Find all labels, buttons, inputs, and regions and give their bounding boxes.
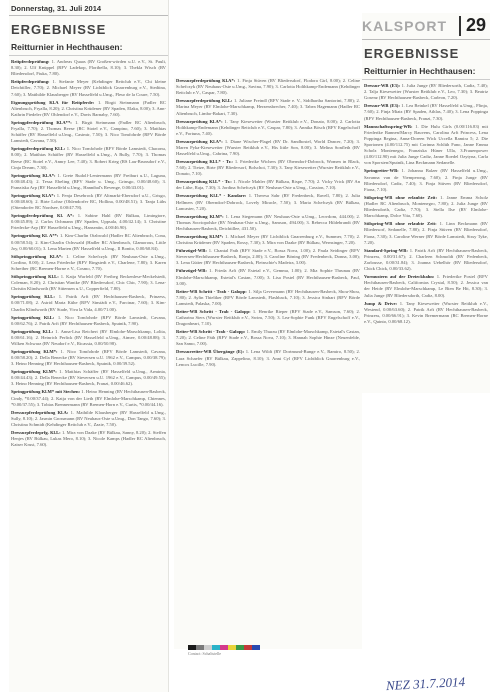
result-entry bbox=[174, 234, 362, 248]
result-category: Springreiter-WB: bbox=[364, 168, 399, 174]
result-entry bbox=[9, 233, 168, 253]
result-text: 1. Nico Tomfohrde (RFV Börde Lamstedt, Cavana, 0.00/58.20); 2. Della Benecke (RV Sieversen u.U. 1962 e.V., Campus, 0.00/38.79); 3. Heino Henning (RV Hechthausen-Basbeck, Sputnik, 0.00/39.52). bbox=[11, 348, 166, 367]
result-category: Springprüfung Kl.A*: bbox=[11, 192, 56, 198]
result-entry bbox=[9, 254, 168, 274]
column-middle-body bbox=[174, 78, 362, 370]
color-swatch bbox=[212, 645, 220, 650]
result-category: Vormustern auf der Dreieckbahn: bbox=[364, 274, 435, 280]
result-entry bbox=[174, 349, 362, 369]
result-entry bbox=[9, 430, 168, 450]
result-category: Dressurpferdeprüfung Kl.A*: bbox=[176, 78, 236, 83]
section-title: ERGEBNISSE bbox=[11, 22, 107, 37]
result-entry bbox=[9, 410, 168, 430]
result-text: 1. Grete Rudolf-Lentermann (RV Freiburt u.U., Laguna, 0.00/48.43); 2. Tessa Ebeling (RFV Stade u. Umg., Grinsgo, 0.00/48.60); 3. Franziska Arp (RV Hasselfeld u.Umg., Hannibal's Revenge, 0.00/43.01). bbox=[11, 172, 167, 190]
result-entry bbox=[9, 349, 168, 369]
result-category: Dressurpferdeprfg. Kl.L: bbox=[11, 429, 61, 435]
result-entry bbox=[174, 159, 362, 179]
result-category: Springprüfung Kl.L: bbox=[11, 314, 55, 320]
result-text: 1. Matthias Schäffer (RV Hasselfeld u.Umg., Arminia, 0.00/44.43); 2. Della Benecke (RV Sieversen u.U. 1962 e.V., Campus, 0.00/49.55); 3. Heino Henning (RV Hechthausen-Basbeck, Franzi, 0.00/46.62). bbox=[11, 369, 166, 387]
result-category: Dressurpferdeprüfung Kl.L: bbox=[176, 98, 233, 104]
result-text: 1. Michael Meyer (RV Lichtblick Gnarrenburg e.V., Summer, 7.70); 2. Christina Krüdener (RV Spaden, Rossy, 7.30); 3. Mira von Daake (RV Bülkau, Wernsinger, 7.20). bbox=[176, 233, 361, 246]
result-category: Springprüfung Kl. A**: bbox=[11, 233, 59, 239]
result-text: 1. Katja Warfeld (RV Freibeg Beckenlese-Meckelstedt, Coleman, 8.20); 2. Christian Wantke (RV Bliedersdorf, Chic Chic, 7.90); 3. Lena-Christin Klindworth (RV Sittensen u.U., Copperfield, 7.80). bbox=[11, 273, 166, 292]
result-category: Reiter-WB Schritt - Trab - Galopp: bbox=[176, 329, 246, 335]
result-category: Dressurprüfung Kl.L* - Tr.: bbox=[176, 179, 232, 185]
result-text: 1. Lea Beinkel (RV Hasselfeld u.Umg., Flinja, 7.60); 2. Finja Miatz (RV Spaden, Athlas, 7.40); 3. Lena Poppinga (RFV Hechthausen-Basbeck, Franzi, 7.30). bbox=[364, 103, 488, 121]
result-text: 1. Janne Emma Scholz (Hadler RC Altenbruch, Montenegro, 7.80); 2. Julia Junge (RV Bliedersdorth, Cadiz, 7.70); 3. Stella Ilse (RV Elmlohe-Marschkamp, Dolce Vita, 7.60). bbox=[364, 194, 488, 219]
color-calibration-strip bbox=[188, 645, 260, 650]
result-category: Jump & Drive: bbox=[364, 300, 398, 306]
result-entry bbox=[9, 389, 168, 409]
result-entry bbox=[174, 119, 362, 139]
result-entry bbox=[9, 329, 168, 349]
result-category: Stilspring-WB ohne erlaubte Zeit: bbox=[364, 194, 437, 200]
result-entry bbox=[9, 120, 168, 146]
column-middle bbox=[174, 78, 362, 649]
result-text: 1. Nico Tomfohrde (RFV Börde Lamstedt, Chaconu, 8.00); 2. Matthias Schäffer (RV Hasselfeld u.Umg., A Bully, 7.70); 3. Thomas Reese (RC Stotel e.V., Annry Lee, 7.40); 3. Robert Krieg (RS Lau-Brunsdorf e.V., Cinja Dream, 7.30). bbox=[11, 146, 166, 170]
result-category: Dressur-WB (E3): bbox=[364, 83, 401, 88]
result-category: Springprüfung Kl.A*: bbox=[11, 172, 56, 178]
color-swatch bbox=[220, 645, 228, 650]
section-title-right: ERGEBNISSE bbox=[364, 46, 460, 61]
result-category: Stilspringprüfung Kl.L: bbox=[11, 273, 59, 279]
result-text: 1. Friederike Wichers (RV Oberndorf-Dobrock, Women in Black, 7.60); 2. Tietze, Birte (RV Bliedersorf, Bolschoi, 7.30); 3. Tany Kiesewetter (Wurster Reitklub e.V., Donato, 7.10). bbox=[176, 159, 360, 177]
result-category: Reiter-WB Schritt - Trab - Galopp: bbox=[176, 288, 247, 294]
result-entry bbox=[9, 193, 168, 213]
result-text: 1. Tany Kiesewetter (Wurster Reitklub e.V., Westend, 0.00/63.60); 2. Patrik Arft (RV Hechthausen-Basbeck, Prinzess, 0.00/66.91); 3. Kevin Bremermann (RC Bremen-Horne e.V., Quinto, 0.00/68.12). bbox=[364, 300, 488, 324]
result-entry bbox=[174, 179, 362, 193]
column-left bbox=[9, 0, 169, 692]
result-entry bbox=[9, 315, 168, 329]
result-text: 1. Finja Stüven (RV Bliedersdorf, Flodora Girl, 8.00); 2. Celine Schefczyk (RV Neuhaus-Oste u.Umg., Savina, 7.90); 3. Carlotta Holthkamp-Endemann (Kehdinger Reitclub e.V., Caspar, 7.80). bbox=[176, 78, 360, 96]
result-text: 1. Patrik Arft (RV Hechthausen-Basbeck, Prinzess, 0.00/31.67); 2. Charleen Schmoldt (RV Fedenbeck, Zarlousse, 0.00/31.84); 3. Joanna Uebelhör (RV Bliedersdorf, Chick Chick, 0.00/33.62). bbox=[364, 247, 488, 272]
result-category: Führzügel-WB: bbox=[176, 248, 207, 254]
result-text: 1. Frieda Arft (RV Estetal e.V., Gemma, 1.00); 2. Mia Sophie Thrunau (RV Elmlohe-Marschkamp, Estetal's Castan, 7.00); 3. Lisa Postel (RV Hechthausen-Basbeck, Paul, 3.00). bbox=[176, 268, 360, 286]
result-entry bbox=[174, 139, 362, 159]
result-category: Eignungsprüfung Kl.A für Reitpferde: bbox=[11, 99, 95, 105]
result-entry bbox=[9, 59, 168, 79]
column-left-body bbox=[9, 59, 168, 450]
result-text: 1. Linn Beckmann (RV Bliedersorf, Sedanelle, 7.80); 2. Finja Stüven (RV Bliedersdorf, Fiona, 7.30); 3. Caroline Werner (RV Börde Lamstedt, Sissy Tyke, 7.20). bbox=[364, 221, 488, 245]
result-category: Springpferdeprüfung Kl. A*: bbox=[11, 213, 74, 219]
result-category: Dressurprüfung Kl.L* - Kandare: bbox=[176, 193, 247, 199]
result-text: 1. Mira von Daake (RV Bülkau, Sanny, 8.20); 2. Steffen Henjes (RV Bülkau, Lukas Mero, 8.10); 3. Nicole Kamps (Hadler RC Altenbruch, Kaiser Krust, 7.60). bbox=[11, 429, 166, 448]
result-entry bbox=[362, 83, 490, 103]
result-entry bbox=[174, 309, 362, 329]
result-category: Dressurprüfung Kl.L* - Tr.: bbox=[176, 159, 233, 165]
result-category: Stilspringprüfung Kl.A*: bbox=[11, 253, 63, 259]
result-entry bbox=[362, 221, 490, 247]
result-entry bbox=[9, 146, 168, 172]
result-entry bbox=[174, 214, 362, 234]
result-text: 1. Emily Thurau (RV Elmlohe-Marschkamp, Estetal's Castan, 7.20); 2. Celine Fäth (RFV Stade e.V., Bossa Nova, 7.10); 3. Hannah Sophie Hinze (Neuenfelde, San Samo, 7.00). bbox=[176, 329, 360, 347]
result-entry bbox=[9, 274, 168, 294]
result-category: Dressurprüfung Kl.M*: bbox=[176, 233, 224, 239]
result-category: Mannschaftsspring-WB: bbox=[364, 123, 413, 129]
result-text: 1. Tany Kiesewetter (Wurster Reitklub e.V., Donato, 8.00); 2. Carlotta Holthkamp-Endemann (Kehdinger Reitclub e.V., Caspar, 7.80); 3. Annika Bösch (RFV Engelschoff e.V., Fortuna, 7.40). bbox=[176, 118, 361, 136]
color-swatch bbox=[188, 645, 196, 650]
result-text: 1. Celine Schefczyk (RV Neuhaus-Oste u.Umg., Cordino, 8.00); 2. Lena Friedecke (RFV Ringstedt e.V., Charlene, 7.80); 3. Karen Schreiber (RC Bremen-Horne e.V., Cosmo, 7.70). bbox=[11, 253, 166, 272]
result-category: Springprüfung Kl.M*: bbox=[11, 369, 57, 375]
result-entry bbox=[9, 213, 168, 233]
result-entry bbox=[174, 78, 362, 98]
article-headline: Reitturnier in Hechthausen: bbox=[9, 40, 168, 56]
result-text: 1. Nicole Mahler (RV Bülkau, Rispe, 7.70); 2. Vicky Vrick (RV An der Lühe, Raja, 7.30); 3. Jordina Schefczyk (RV Neuhaus-Oste u.Umg., Cassion, 7.10). bbox=[176, 179, 361, 191]
result-category: Dressurreiter-WB Übergänge (E): bbox=[176, 349, 244, 355]
result-text: 1. Anna-Lisa Reichert (RV Elmlohe-Marschkamp, Lolita, 0.00/61.16); 2. Heinrich Perlick (RV Hasselfeld u.Umg., Aimee, 0.00/48.88); 3. Wilken Schwarz (RV Neudorf e.V., Ricassia, 0.00/50.98). bbox=[11, 328, 166, 346]
page-date: Donnerstag, 31. Juli 2014 bbox=[9, 0, 168, 16]
result-entry bbox=[362, 248, 490, 274]
masthead bbox=[362, 13, 490, 40]
result-text: 1. Silja Gevermann (RV Hechthausen-Basbeck, Shou-Shou, 7.80); 2. Aylin Thieliker (RFV Börde Lamstedt, Flashback, 7.10); 3. Jessica Sinhart (RFV Börde Lamstedt, Palaska, 7.00). bbox=[176, 288, 360, 306]
result-category: Führzügel-WB: bbox=[176, 268, 207, 274]
result-text: 1. Stefanie Meyer (Kehdinger Reitclub e.V., Chi kleine Deichtiller, 7.70); 2. Michael Meyer (RV Lichtblick Gnarrenburg e.V., Stedtina, 7.60); 3. Matthilde Klausberger (RV Hasselfeld u.Umg., Fleur de la Coure, 7.50). bbox=[11, 79, 167, 97]
result-text: 1. Friederike Postel (RFV Hechthausen-Basbeck, Californias Crystal, 8.50); 2. Jessica van der Heide (RV Elmlohe-Marschkamp, Le Bien Be Hit, 8.30); 3. Julia Junge (RV Bliedersdorth, Cadiz, 8.00). bbox=[364, 274, 488, 298]
result-category: Reitpferdeprüfung: bbox=[11, 79, 50, 85]
result-entry bbox=[362, 274, 490, 300]
result-entry bbox=[9, 79, 168, 99]
result-text: 1. Henrike Rieper (RFV Stade e.V., Samson, 7.60); 2. Catharina Siers (Wurster Reitklub e.V., Swim, 7.50); 3. Lea-Sophie Funk (RFV Engelschoff e.V., Dragonheart, 7.10). bbox=[176, 308, 360, 327]
result-entry bbox=[174, 289, 362, 309]
result-entry bbox=[362, 168, 490, 194]
color-swatch bbox=[236, 645, 244, 650]
result-text: 1. Die Hulu Girls (0.00/116.83) mit Friederike Bannen/Marcy Bauvens, Carolina Arft Princess, Lena Poppinga Regina, Anna-Doreen Wick Uccella Ramira 5; 2. Die Sportonen (4.00/112.75) mit Corinna Schlüh Fano, Janne Emma Scholz Montenegro, Franziska Hüner Ulla, 3.Frauenpower (4.00/112.90) mit Julia Junge Cadiz, Janne Roedel Ozytyna, Carla von Sporsten/Sputnik, Lina Beckmann Sedanelle. bbox=[364, 123, 488, 166]
result-text: 1. Patrik Arft (RV Hechthausen-Basbeck, Prinzess, 0.00/71.08); 2. Astrid Maria Kühe (RFV Sinstädt e.V., Farcinar, 7.60); 3. Kim-Charlin Klindworth (RV Stade, Viva la Vida, 4.00/71.00). bbox=[11, 294, 166, 312]
masthead-name: KALSPORT bbox=[362, 17, 447, 34]
result-text: 1. Johanna Balzer (RV Hasselfeld u.Umg., Savanna van de Viemperong, 7.60); 2. Finja Junge (RV Bliedersdorf, Cadiz, 7.40); 3. Finja Stüven (RV Bliedersdorf, Fiona, 7.10). bbox=[364, 168, 488, 192]
page-number: 29 bbox=[465, 15, 486, 35]
result-text: 1. Nico Tomfohrde (RFV Börde Lamstedt, Cavana, 0.00/62.76); 2. Patrik Arft (RV Hechthausen-Basbeck, Sputnik, 7.90). bbox=[11, 314, 166, 326]
result-entry bbox=[174, 98, 362, 118]
color-swatch bbox=[196, 645, 204, 650]
column-right-body bbox=[362, 83, 490, 327]
result-entry bbox=[174, 248, 362, 268]
result-entry bbox=[362, 103, 490, 123]
result-entry bbox=[174, 193, 362, 213]
masthead-divider bbox=[459, 16, 461, 36]
result-entry bbox=[9, 294, 168, 314]
result-text: 1. Lena Stegemann (RV Neuhaus-Oste u.Umg., Leovdom, 444.00); 2. Thomas Socriopolske (RV Neuhaus-Oste u.Umg., Samson, 494.00); 3. Rebecca Hildebrandt (RV Hechthausen-Basbeck, Deichtillee, 431.50). bbox=[176, 213, 361, 232]
result-entry bbox=[362, 301, 490, 327]
color-swatch bbox=[228, 645, 236, 650]
column-footer: Contact: Schaltstelle bbox=[188, 651, 221, 656]
result-category: Dressurprüfung Kl.A*: bbox=[176, 118, 223, 124]
result-category: Stilspring-WB ohne erlaubte Zeit: bbox=[364, 221, 437, 227]
result-category: Springprüfung Kl.M*: bbox=[11, 348, 58, 354]
result-text: 1. Sabine Hahl (RV Bülkau, Limingtore, 0.00/45.89); 2. Carlos Ochmann (RV Spaden, Uppsala, 4.00/42.14); 3. Christine Friedecke-Arp (RV Hasselfeld u.Umg., Hanseatin, 4.00/46.90). bbox=[11, 213, 166, 231]
result-category: Springprüfung Kl.M* mit Stechen: bbox=[11, 389, 81, 395]
color-swatch bbox=[252, 645, 260, 650]
result-text: 1. Lena Wildt (RV Dortmund-Bunge e.V., Ramiro, 8.50); 2. Lara Schaefer (RV Bülkau, Zappelino, 8.10); 3. Anni Cyl (RFV Lichtblick Gnarrenburg e.V., Lencos Lucille, 7.90). bbox=[176, 349, 360, 367]
result-category: Reiter-WB Schritt - Trab - Galopp: bbox=[176, 308, 251, 314]
color-swatch bbox=[204, 645, 212, 650]
result-category: Springprüfung Kl.L: bbox=[11, 328, 54, 334]
result-category: Dressurprüfung Kl.M*: bbox=[176, 213, 224, 219]
result-category: Springpferdeprüfung Kl.L: bbox=[11, 146, 66, 152]
result-entry bbox=[9, 369, 168, 389]
result-entry bbox=[174, 329, 362, 349]
result-text: 1. Birgit Steinmann (Fadler RC Altenbruch, Fryalla, 7.70); 2. Thomas Reese (RC Stotel e.V., Campino, 7.60); 3. Matthias Schäffer (RV Hasselfeld u.Umg., Casimir, 7.50); 3. Nico Tomfohrde (RFV Börde Lamstedt, Cavana, 7.50). bbox=[11, 119, 166, 144]
column-right bbox=[362, 13, 490, 393]
result-text: 1. Heino Henning (RV Hechthausen-Basbeck, Cindy, *0.00/37.44); 2. Katja von der Lieth (RV Elmlohe-Marschkamp, Chiennes, *0.00/37.55); 3. Tobias Brennermann (RV Bremen-Horn e.V., Curtis, *0.00/44.16). bbox=[11, 389, 166, 407]
result-text: 1. Chantal Fath (RFV Stade e.V., Bossa Nova, 1.00); 2. Paula Seidinger (RFV Sieversen-Hechthausen-Basbeck, Ronja, 2.00); 3. Caroline Böning (RV Fredenbeck, Donna, 3.00); 3. Lena Gütter (RV Hechthausen-Basbeck, Fleinschie's Madeira, 3.00). bbox=[176, 248, 360, 266]
result-category: Dressur-WB (E3): bbox=[364, 103, 400, 109]
result-category: Springpferdeprüfung Kl.A**: bbox=[11, 119, 72, 125]
result-category: Reitpferdeprüfung: bbox=[11, 59, 50, 64]
result-entry bbox=[174, 268, 362, 288]
result-category: Dressurpferdeprüfung Kl.A: bbox=[11, 409, 69, 415]
result-text: 1. Diane Wischer-Plagel (RV Dr. Sandbostel, World Dancer, 7.20); 3. Maren Pyka-Kiesewetter (Wurster Reitklub e.V., His little Son, 8.00); 3. Melina Sonfleth (RV Hasselfeld u.Umg., Cabrina, 7.90). bbox=[176, 138, 360, 157]
result-text: 1. Juliane Freindl (RFV Stade e. V., Siddhartha Santorini, 7.80); 2. Marina Meyer (RV Elmlohe-Marschkamp, Herzensbrecher, 7.40); 3. Tabea Hagemann (Hadler RC Altenbruch, Limbo-Bakari, 7.30). bbox=[176, 98, 360, 116]
result-entry bbox=[362, 124, 490, 169]
result-category: Standard-Spring-WB: bbox=[364, 247, 408, 253]
article-headline-right: Reitturnier in Hechthausen: bbox=[362, 64, 490, 80]
result-category: Springprüfung Kl.L: bbox=[11, 294, 55, 300]
result-category: Dressurprüfung Kl.A*: bbox=[176, 138, 223, 144]
result-text: 1. Kim-Charlin Otzbwald (Hadler RC Altenbruch, Cona, 0.00/58.54); 2. Kim-Charlin Ochswald (Hadler RC Altenbruch, Glamorous, Little Joy, 0.00/60.01); 3. Lena Marten (RV Hasselfeld u.Umg., Il Bonito, 0.00/60.84). bbox=[11, 233, 167, 251]
result-text: 1. Julia Junge (RV Bliedersorth, Cadiz, 7.40); 2. Talja Kiesewetter (Wurster Reitklub e.V., Leo, 7.30); 3. Beatriz Gosenz (RV Hechthausen-Basbeck, Carleon, 7.20). bbox=[364, 83, 488, 101]
result-text: 1. Fenja Desebrock (RV Altmarkt-Ebersdorf u.U., Grisgo, 0.00/48.60); 2. Birte Lohse (Ohlendorfer RC, Hollina, 0.00/48.51); 3. Tanja Lühs (Ottendorfer RC Nordsee, 0.00/47.78). bbox=[11, 192, 166, 211]
result-text: 1. Birgit Steinmann (Fadler RC Altenbruch, Fryalla, 8.20); 2. Christina Krüdener (RV Spaden, Elaka, 8.00); 3. Ann-Kathrin Fiedeler (RV Ohlendorf e.V., Davis Barnaby, 7.60). bbox=[11, 99, 166, 117]
result-entry bbox=[9, 100, 168, 120]
result-text: 1. Theresa Sahr (RV Fredenbeck, Ravell, 7.80); 2. Julia Hellmers (RV Oberndorf-Dobrock, Lovely Miracle, 7.50); 3. Maria Schefczyk (RV Bülkau, Lancaster, 7.20). bbox=[176, 193, 360, 211]
result-entry bbox=[9, 173, 168, 193]
result-text: 1. Andreas Quaas (RV Großen-wörden u.U. e.V., St. Pauli, 8.30); 2. Ulf Knüppel (RFV Ladekop, Floribella, 8.10); 3. Thekla Wisch (RV Bliedersdorf, Fiuka, 7.80). bbox=[11, 59, 166, 77]
handwritten-annotation: NEZ 31.7.2014 bbox=[385, 673, 466, 694]
result-entry bbox=[362, 195, 490, 221]
color-swatch bbox=[244, 645, 252, 650]
result-text: 1. Mathilde Klausberger (RV Hasselfeld u.Umg., Sully, 8.10); 2. Jasmin Grossmann (RV Neuhaus-Oste u.Umg., Don Tango, 7.60); 3. Christina Schmidt (Kehdinger Reitclub e.V., Zazie, 7.50). bbox=[11, 409, 166, 427]
